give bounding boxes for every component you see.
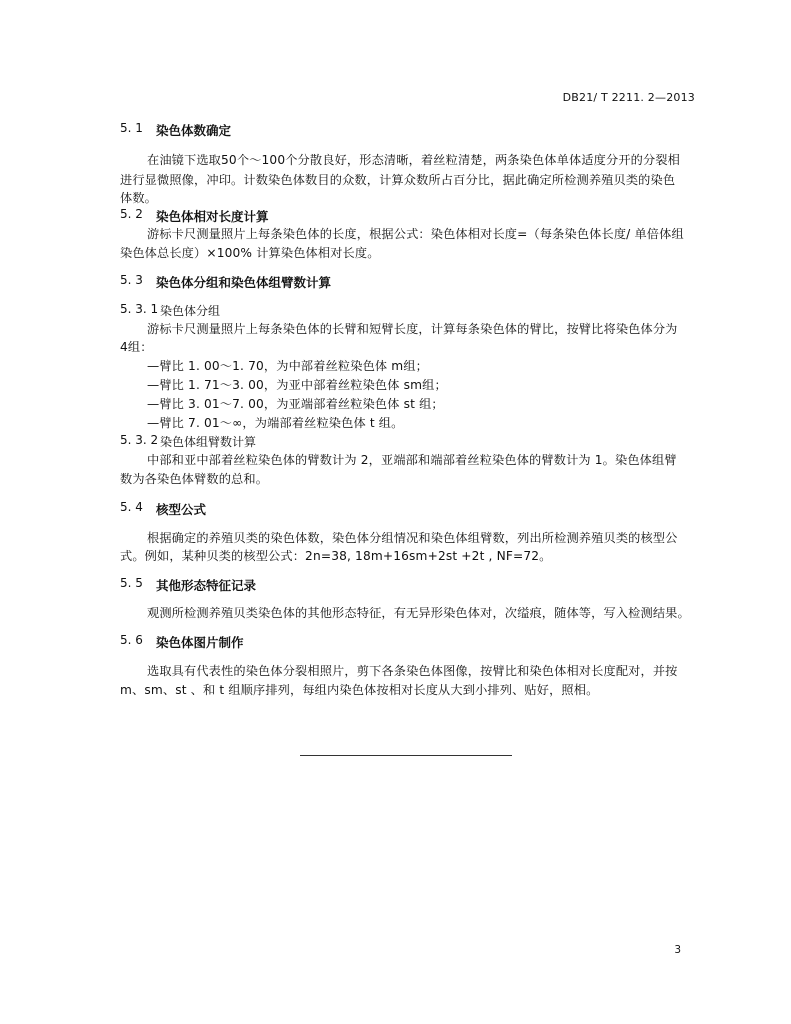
section-number: 5. 6: [120, 633, 143, 647]
section-title: 染色体相对长度计算: [156, 209, 269, 224]
subsection-title: 染色体组臂数计算: [160, 435, 257, 449]
list-item: —臂比 7. 01～∞，为端部着丝粒染色体 t 组。: [147, 416, 404, 430]
page-number: 3: [674, 944, 681, 956]
section-title: 核型公式: [156, 502, 207, 517]
paragraph-line: 游标卡尺测量照片上每条染色体的长臂和短臂长度，计算每条染色体的臂比，按臂比将染色体分为: [147, 322, 678, 336]
section-number: 5. 4: [120, 500, 143, 514]
subsection-number: 5. 3. 1: [120, 302, 159, 316]
paragraph-line: 根据确定的养殖贝类的染色体数，染色体分组情况和染色体组臂数，列出所检测养殖贝类的核型公: [147, 531, 678, 545]
paragraph-line: 数为各染色体臂数的总和。: [120, 472, 269, 486]
list-item: —臂比 1. 71～3. 00，为亚中部着丝粒染色体 sm组；: [147, 378, 447, 392]
paragraph-line: 进行显微照像，冲印。计数染色体数目的众数，计算众数所占百分比，据此确定所检测养殖贝类的染色: [120, 173, 676, 187]
section-number: 5. 3: [120, 273, 143, 287]
paragraph-line: 选取具有代表性的染色体分裂相照片，剪下各条染色体图像，按臂比和染色体相对长度配对，并按: [147, 664, 678, 678]
paragraph-line: 染色体总长度）×100% 计算染色体相对长度。: [120, 246, 380, 260]
paragraph-line: 中部和亚中部着丝粒染色体的臂数计为 2，亚端部和端部着丝粒染色体的臂数计为 1。染色体组臂: [147, 453, 677, 467]
subsection-number: 5. 3. 2: [120, 433, 159, 447]
section-title: 染色体图片制作: [156, 635, 244, 650]
paragraph-line: 游标卡尺测量照片上每条染色体的长度，根据公式：染色体相对长度=（每条染色体长度/ 单倍体组: [147, 227, 684, 241]
paragraph-line: 4组：: [120, 340, 153, 354]
section-title: 染色体数确定: [156, 123, 232, 138]
paragraph-line: 观测所检测养殖贝类染色体的其他形态特征，有无异形染色体对，次缢痕，随体等，写入检测结果。: [147, 606, 690, 620]
document-code: DB21/ T 2211. 2—2013: [562, 91, 695, 104]
section-number: 5. 1: [120, 121, 143, 135]
subsection-title: 染色体分组: [160, 304, 221, 318]
section-title: 其他形态特征记录: [156, 578, 257, 593]
paragraph-line: 式。例如，某种贝类的核型公式：2n=38, 18m+16sm+2st +2t , NF=72。: [120, 549, 552, 563]
paragraph-line: 体数。: [120, 191, 158, 205]
paragraph-line: 在油镜下选取50个～100个分散良好，形态清晰，着丝粒清楚，两条染色体单体适度分开的分裂相: [147, 153, 681, 167]
section-number: 5. 5: [120, 576, 143, 590]
list-item: —臂比 1. 00～1. 70，为中部着丝粒染色体 m组；: [147, 359, 428, 373]
section-number: 5. 2: [120, 207, 143, 221]
paragraph-line: m、sm、st 、和 t 组顺序排列，每组内染色体按相对长度从大到小排列、贴好，照相。: [120, 683, 599, 697]
list-item: —臂比 3. 01～7. 00，为亚端部着丝粒染色体 st 组；: [147, 397, 444, 411]
end-rule: [300, 755, 512, 756]
section-title: 染色体分组和染色体组臂数计算: [156, 275, 332, 290]
